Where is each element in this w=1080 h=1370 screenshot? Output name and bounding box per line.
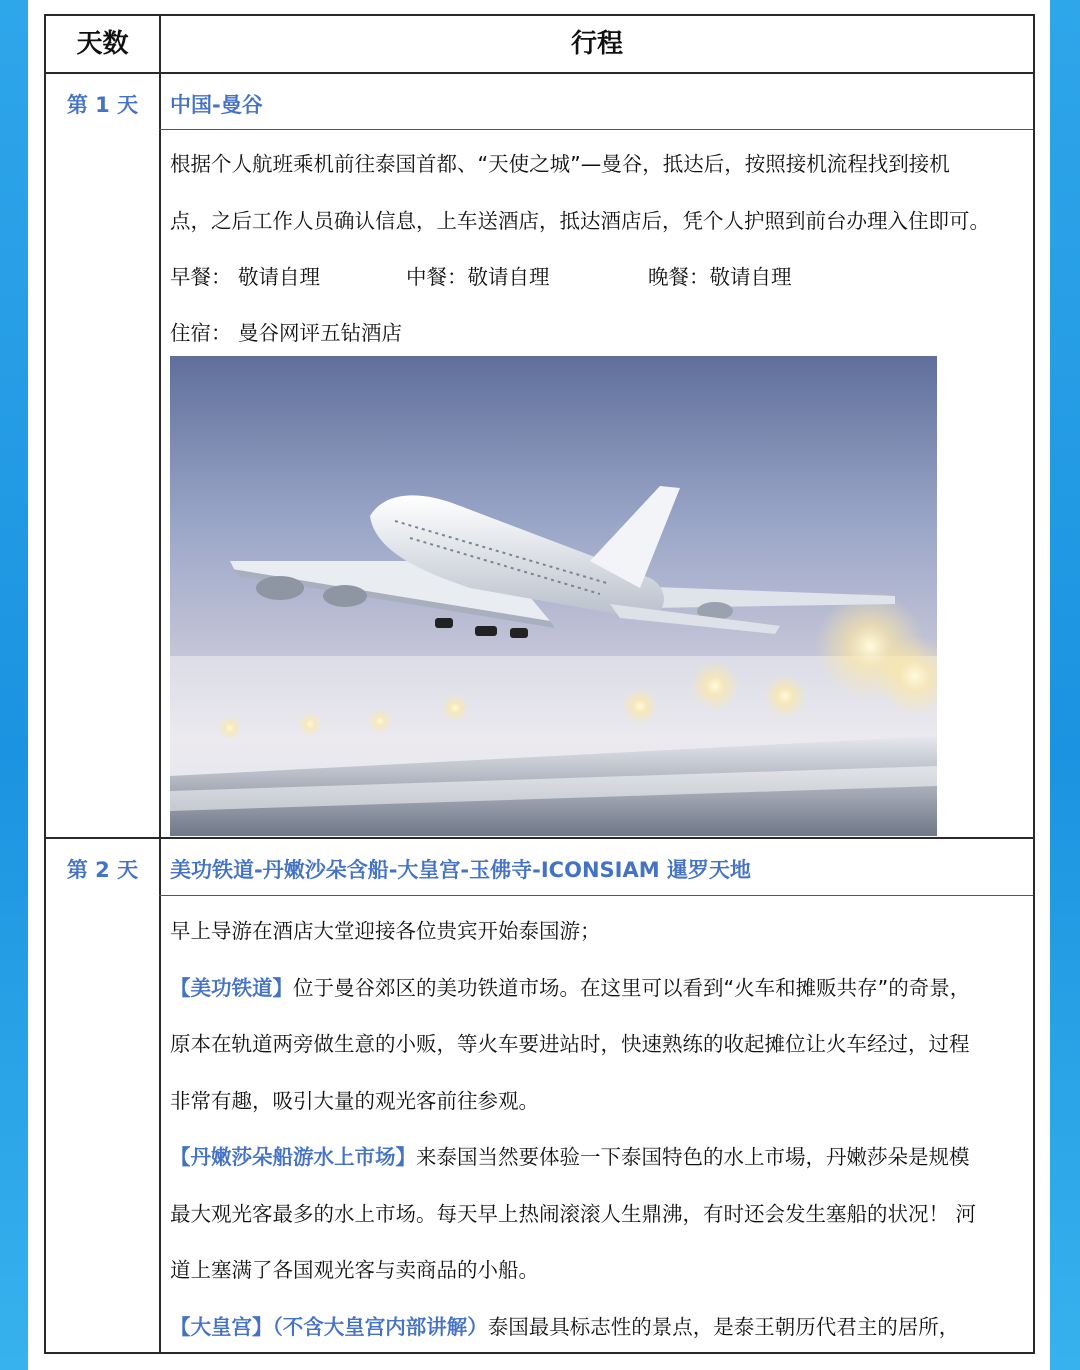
day2-damnoen-line3: 道上塞满了各国观光客与卖商品的小船。	[170, 1258, 539, 1282]
day1-desc-line1: 根据个人航班乘机前往泰国首都、“天使之城”—曼谷，抵达后，按照接机流程找到接机	[170, 152, 950, 176]
itinerary-table	[44, 14, 1035, 1354]
day1-hotel: 住宿： 曼谷网评五钻酒店	[170, 321, 403, 345]
day2-maeklong-line3: 非常有趣，吸引大量的观光客前往参观。	[170, 1089, 539, 1113]
airplane-takeoff-photo	[170, 356, 937, 836]
palace-tag: 【大皇宫】（不含大皇宫内部讲解）	[170, 1315, 488, 1339]
day2-intro: 早上导游在酒店大堂迎接各位贵宾开始泰国游；	[170, 919, 601, 943]
day2-maeklong-line2: 原本在轨道两旁做生意的小贩，等火车要进站时，快速熟练的收起摊位让火车经过，过程	[170, 1032, 970, 1056]
day1-breakfast: 早餐： 敬请自理	[170, 265, 321, 289]
damnoen-text1: 来泰国当然要体验一下泰国特色的水上市場，丹嫩莎朵是规模	[416, 1145, 970, 1169]
day2-label: 第 2 天	[66, 858, 139, 882]
day2-damnoen-line2: 最大观光客最多的水上市场。每天早上热闹滚滚人生鼎沸，有时还会发生塞船的状况！ 河	[170, 1202, 977, 1226]
day1-route-divider	[159, 129, 1033, 130]
day1-divider	[46, 837, 1033, 839]
day1-desc-line2: 点，之后工作人员确认信息，上车送酒店，抵达酒店后，凭个人护照到前台办理入住即可。	[170, 209, 990, 233]
maeklong-text1: 位于曼谷郊区的美功铁道市场。在这里可以看到“火车和摊贩共存”的奇景，	[293, 976, 971, 1000]
header-divider	[46, 72, 1033, 74]
day2-damnoen-line1	[170, 1140, 970, 1170]
day1-route: 中国-曼谷	[170, 93, 263, 117]
day2-maeklong-line1	[170, 971, 970, 1001]
palace-text1: 泰国最具标志性的景点，是泰王朝历代君主的居所，	[487, 1315, 960, 1339]
day2-route-divider	[159, 895, 1033, 896]
column-divider	[159, 16, 161, 1352]
day1-dinner: 晚餐：敬请自理	[648, 265, 792, 289]
itinerary-card	[28, 0, 1050, 1370]
day2-route: 美功铁道-丹嫩沙朵含船-大皇宫-玉佛寺-ICONSIAM 暹罗天地	[170, 858, 751, 882]
day2-palace-line1	[170, 1310, 959, 1340]
header-days: 天数	[76, 29, 129, 59]
damnoen-tag: 【丹嫩莎朵船游水上市场】	[170, 1145, 416, 1169]
maeklong-tag: 【美功铁道】	[170, 976, 293, 1000]
day1-lunch: 中餐：敬请自理	[406, 265, 550, 289]
day1-label: 第 1 天	[66, 93, 139, 117]
header-itinerary: 行程	[570, 29, 623, 59]
